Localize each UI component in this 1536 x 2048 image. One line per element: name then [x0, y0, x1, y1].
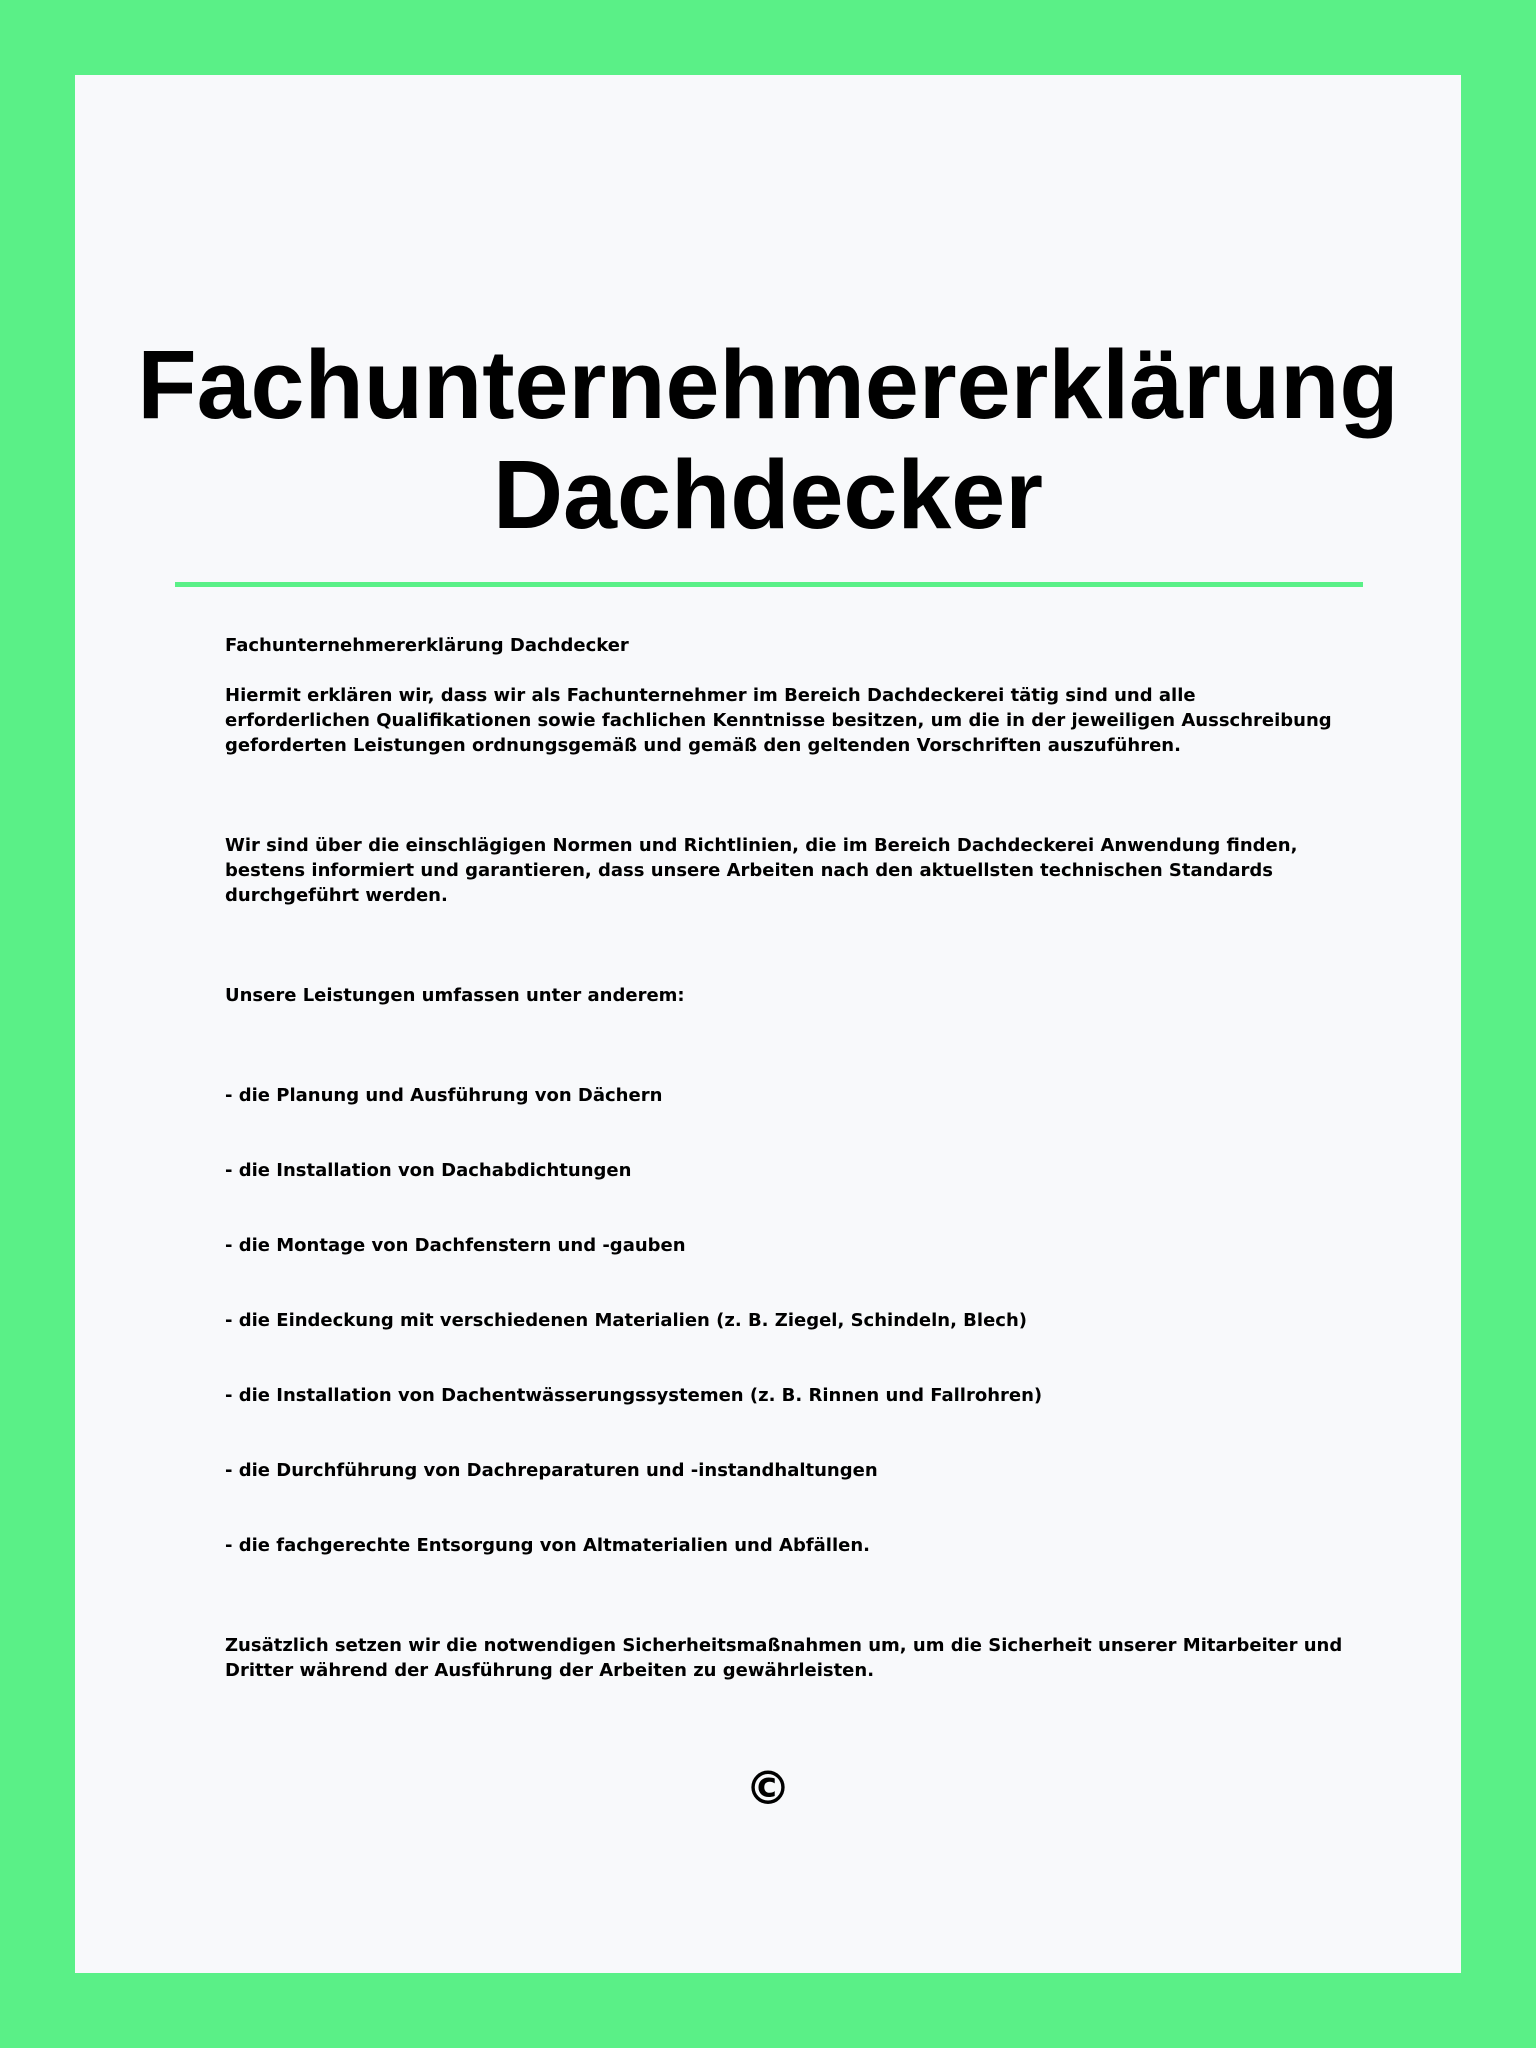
title-line-2: Dachdecker: [493, 440, 1043, 549]
document-body: [225, 633, 1345, 1683]
document-page: [75, 75, 1461, 1973]
document-title: [75, 330, 1461, 550]
services-intro: Unsere Leistungen umfassen unter anderem:: [225, 985, 685, 1006]
list-item: - die Installation von Dachentwässerungssystemen (z. B. Rinnen und Fallrohren): [225, 1385, 1043, 1406]
list-item: - die Durchführung von Dachreparaturen und -instandhaltungen: [225, 1460, 878, 1481]
list-item: - die Eindeckung mit verschiedenen Materialien (z. B. Ziegel, Schindeln, Blech): [225, 1310, 1027, 1331]
body-heading: Fachunternehmererklärung Dachdecker: [225, 635, 629, 656]
copyright-symbol: ©: [745, 1761, 791, 1815]
list-item: - die Montage von Dachfenstern und -gauben: [225, 1235, 686, 1256]
list-item: - die Installation von Dachabdichtungen: [225, 1160, 632, 1181]
paragraph-safety: Zusätzlich setzen wir die notwendigen Sicherheitsmaßnahmen um, um die Sicherheit unserer Mitarbeiter und Dritter während der Ausführung der Arbeiten zu gewährleisten.: [225, 1635, 1343, 1681]
title-divider: [175, 582, 1363, 587]
title-line-1: Fachunternehmererklärung: [137, 330, 1399, 439]
list-item: - die Planung und Ausführung von Dächern: [225, 1085, 663, 1106]
services-list: [225, 1083, 1345, 1558]
paragraph-standards: Wir sind über die einschlägigen Normen und Richtlinien, die im Bereich Dachdeckerei Anwendung finden, bestens informiert und garantieren, dass unsere Arbeiten nach den aktuellsten technischen Standards durchgeführt werden.: [225, 835, 1298, 906]
paragraph-qualification: Hiermit erklären wir, dass wir als Fachunternehmer im Bereich Dachdeckerei tätig sind und alle erforderlichen Qualifikationen sowie fachlichen Kenntnisse besitzen, um die in der jeweiligen Ausschreibung geforderten Leistungen ordnungsgemäß und gemäß den geltenden Vorschriften auszuführen.: [225, 685, 1332, 756]
list-item: - die fachgerechte Entsorgung von Altmaterialien und Abfällen.: [225, 1535, 871, 1556]
